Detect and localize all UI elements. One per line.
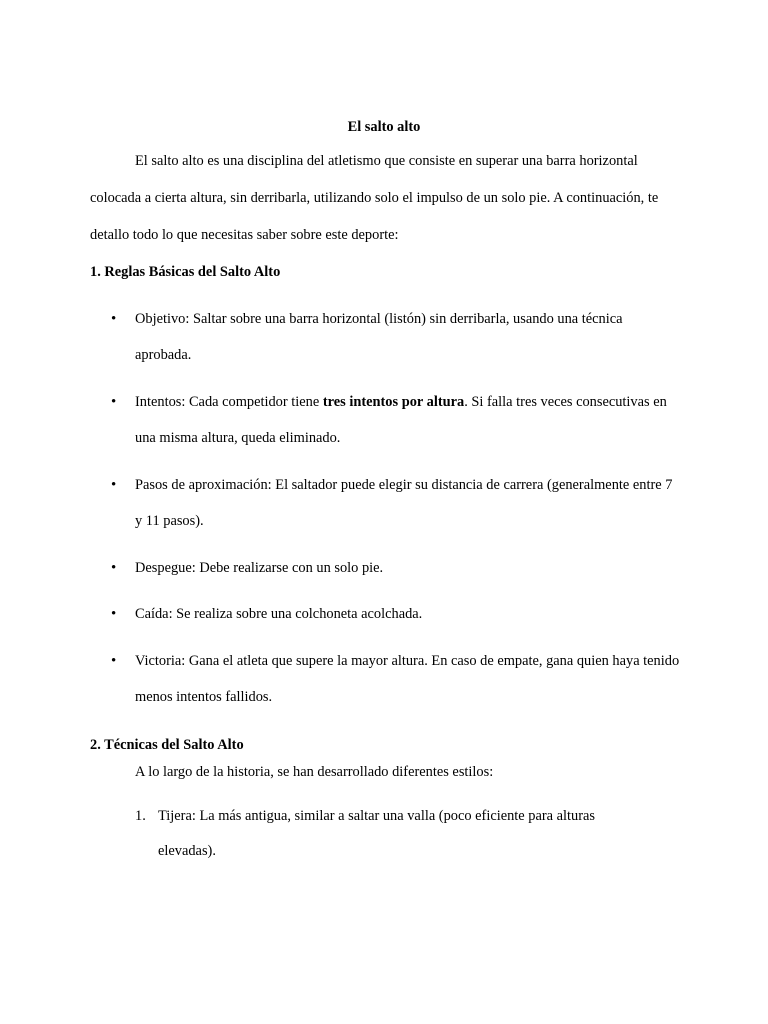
numbered-list-item — [135, 799, 635, 869]
bullet-icon: • — [111, 560, 117, 576]
list-item-bold-text: tres intentos por altura — [322, 394, 465, 410]
list-item — [111, 643, 680, 715]
list-item-text: Caída: Se realiza sobre una colchoneta acolchada. — [135, 606, 423, 622]
list-item-text: Pasos de aproximación: El saltador puede elegir su distancia de carrera (generalmente entre 7 y 11 pasos). — [135, 477, 673, 529]
list-item — [111, 550, 680, 586]
intro-paragraph: El salto alto es una disciplina del atletismo que consiste en superar una barra horizontal colocada a cierta altura, sin derribarla, utilizando solo el impulso de un solo pie. A continuación, te detallo todo lo que necesitas saber sobre este deporte: — [90, 153, 659, 243]
bullet-icon: • — [111, 653, 117, 669]
list-item-text — [135, 384, 680, 456]
list-item — [111, 384, 680, 456]
list-item — [111, 596, 680, 632]
list-item — [111, 301, 680, 373]
list-item-text-start: Intentos: Cada competidor tiene — [135, 394, 323, 410]
bullet-icon: • — [111, 394, 117, 410]
list-item — [111, 467, 680, 539]
list-item-text-end: . Si falla tres veces consecutivas en una misma altura, queda eliminado. — [135, 394, 667, 446]
list-item-text: Despegue: Debe realizarse con un solo pie. — [135, 560, 384, 576]
section-2-heading: 2. Técnicas del Salto Alto — [90, 737, 244, 753]
section-1-heading: 1. Reglas Básicas del Salto Alto — [90, 264, 281, 280]
list-item-text: Tijera: La más antigua, similar a saltar una valla (poco eficiente para alturas elevadas). — [158, 808, 596, 859]
bullet-icon: • — [111, 606, 117, 622]
bullet-icon: • — [111, 311, 117, 327]
section-2-intro: A lo largo de la historia, se han desarrollado diferentes estilos: — [135, 764, 494, 780]
bullet-icon: • — [111, 477, 117, 493]
list-number: 1. — [135, 808, 146, 824]
document-title: El salto alto — [347, 119, 421, 135]
list-item-text: Victoria: Gana el atleta que supere la mayor altura. En caso de empate, gana quien haya tenido menos intentos fallidos. — [135, 653, 680, 705]
list-item-text: Objetivo: Saltar sobre una barra horizontal (listón) sin derribarla, usando una técnica aprobada. — [135, 311, 623, 363]
